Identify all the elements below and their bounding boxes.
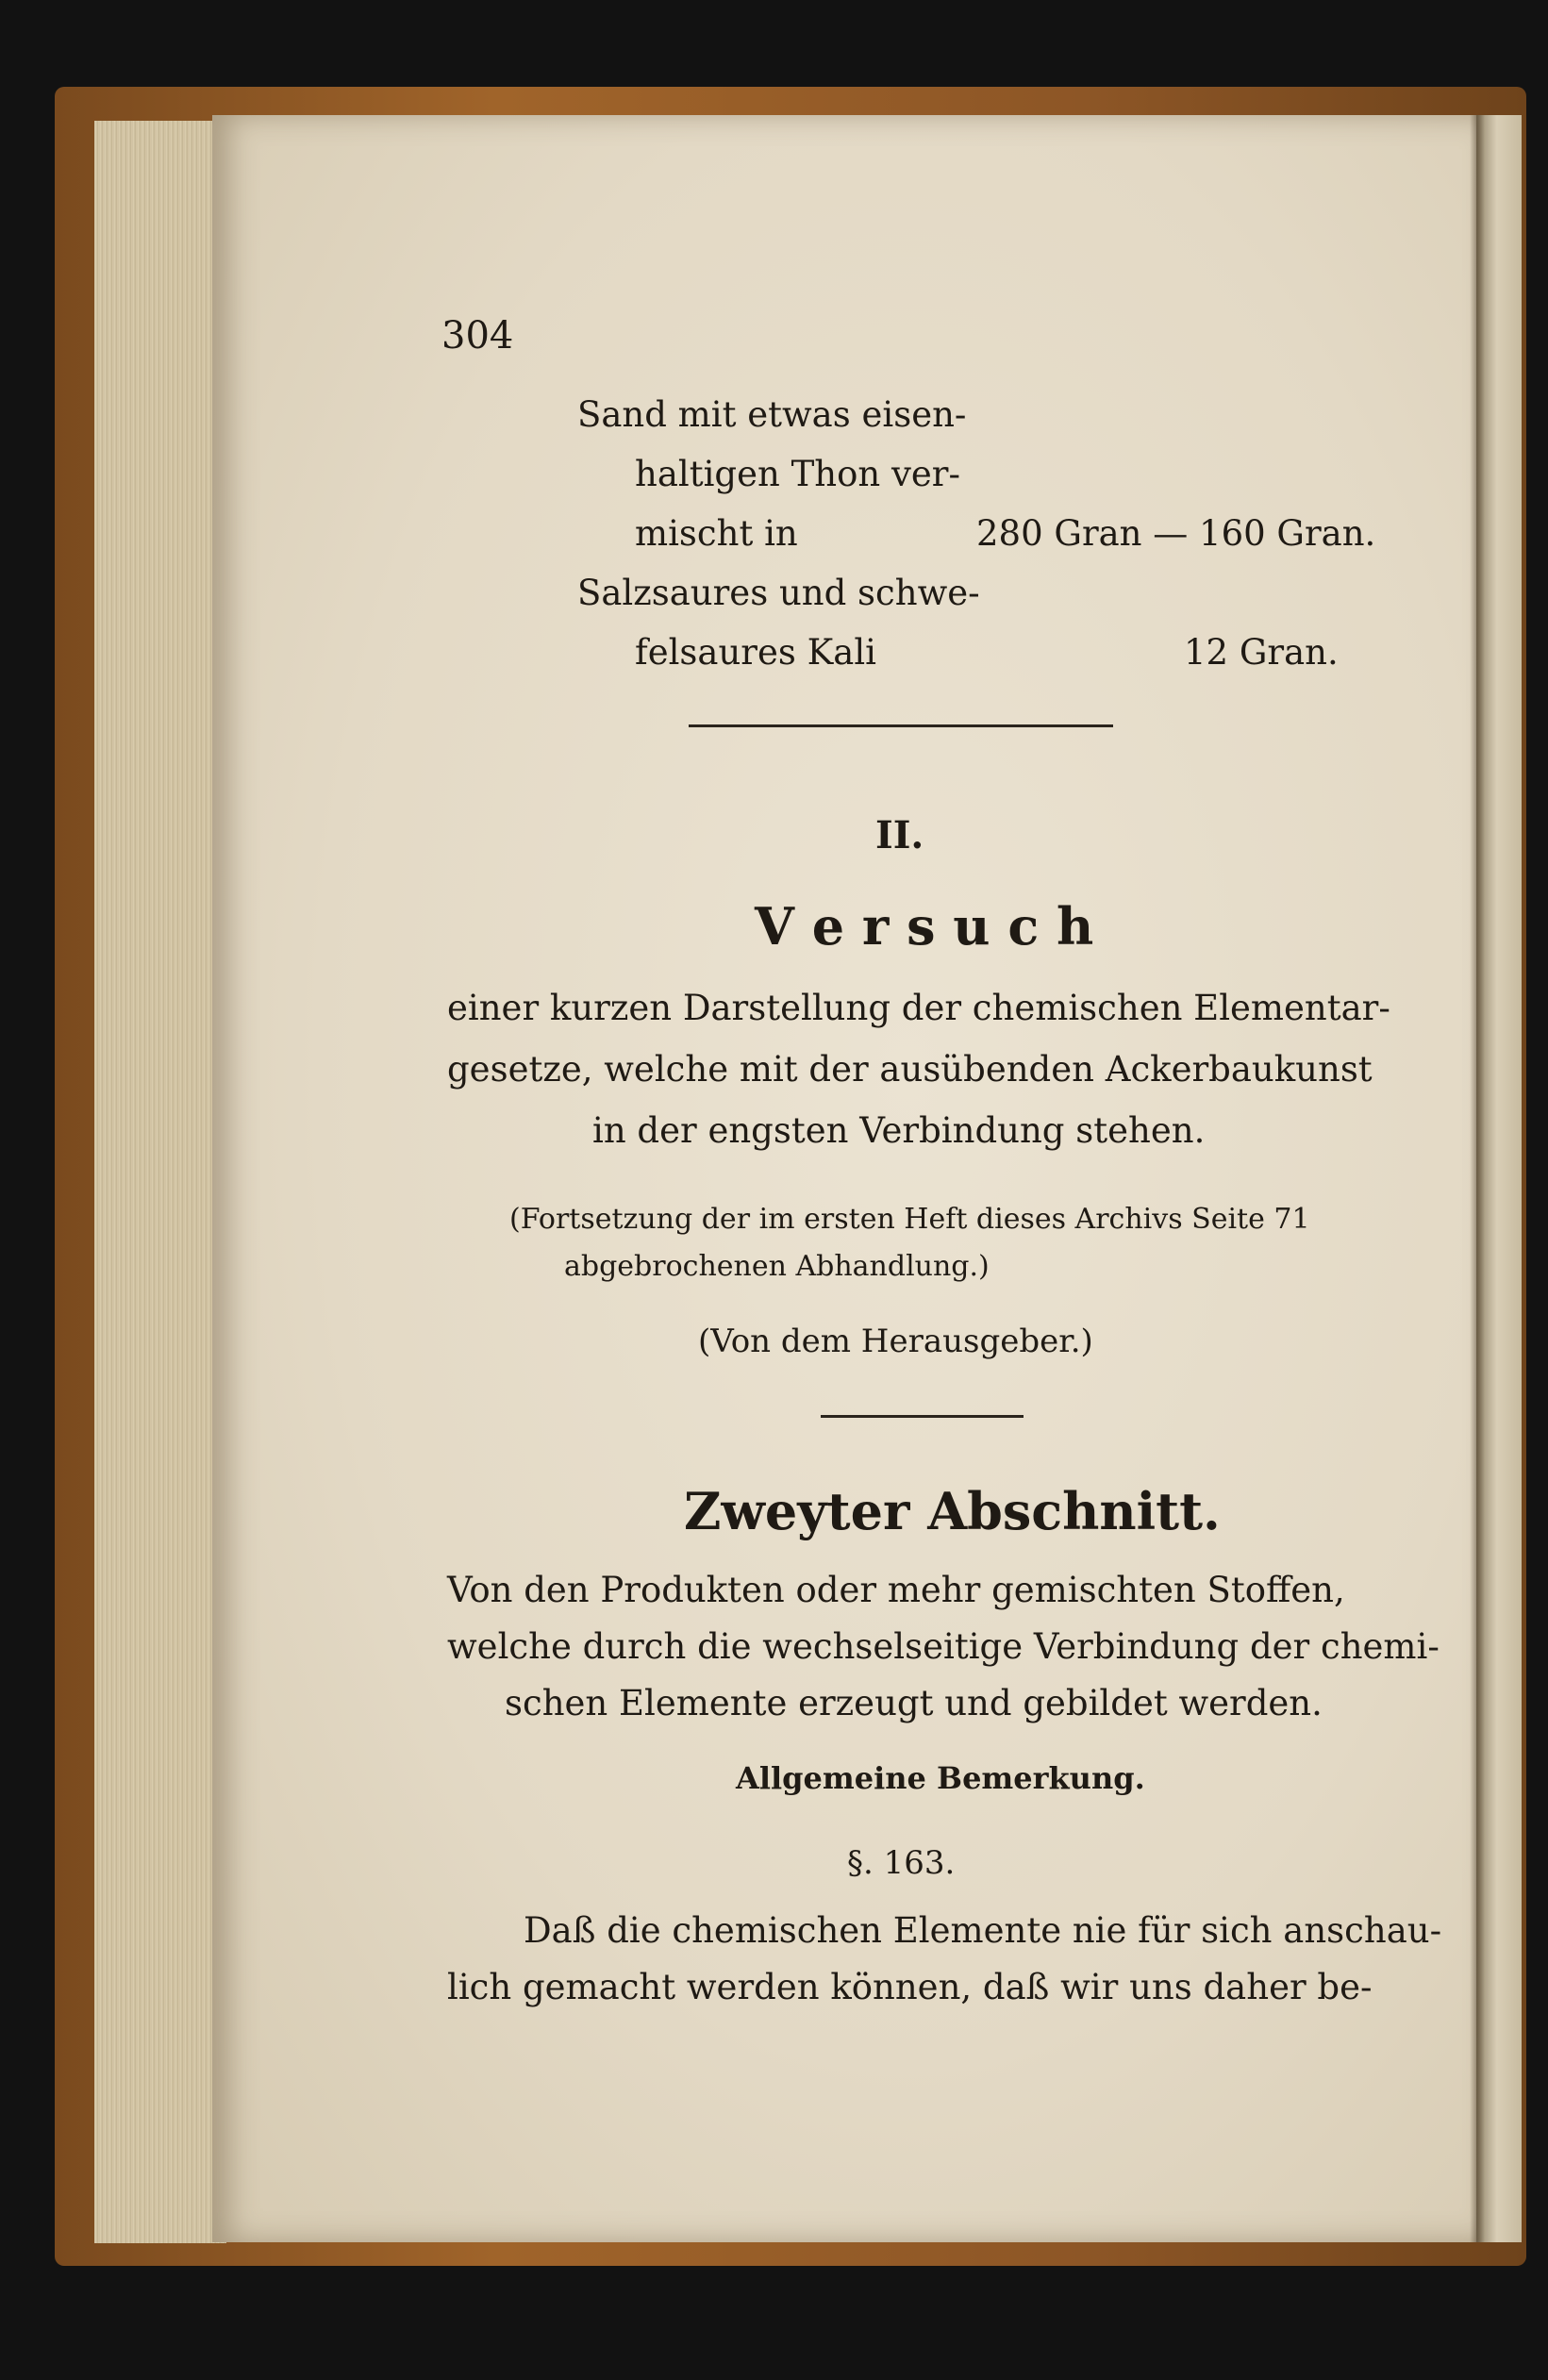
chapter-heading: Zweyter Abschnitt. [684,1481,1221,1541]
continuation-line: abgebrochenen Abhandlung.) [564,1250,990,1283]
table-row-text: mischt in [635,513,798,554]
page-edges [94,121,226,2243]
section-numeral: II. [875,813,924,857]
divider-rule [821,1415,1024,1418]
section-title: V e r s u c h [755,896,1094,957]
chapter-line: Von den Produkten oder mehr gemischten Stoffen, [447,1570,1345,1610]
body-line: Daß die chemischen Elemente nie für sich anschau- [524,1910,1442,1951]
section-subtitle-line: in der engsten Verbindung stehen. [592,1110,1206,1151]
gutter-shadow [1470,115,1485,2242]
body-line: lich gemacht werden können, daß wir uns daher be- [447,1967,1373,2007]
table-row-text: haltigen Thon ver- [635,454,960,494]
divider-rule [689,724,1113,727]
section-subtitle-line: einer kurzen Darstellung der chemischen Elementar- [447,988,1390,1028]
table-row-value: 280 Gran — 160 Gran. [976,513,1376,554]
table-row-text: felsaures Kali [635,632,877,673]
chapter-line: schen Elemente erzeugt und gebildet werden. [505,1683,1323,1723]
page-number: 304 [441,314,514,358]
remark-heading: Allgemeine Bemerkung. [736,1760,1145,1796]
table-row-value: 12 Gran. [1184,632,1339,673]
paragraph-number: §. 163. [847,1844,956,1882]
table-row-text: Sand mit etwas eisen- [577,394,967,435]
author-line: (Von dem Herausgeber.) [698,1323,1093,1360]
continuation-line: (Fortsetzung der im ersten Heft dieses Archivs Seite 71 [509,1203,1310,1236]
table-row-text: Salzsaures und schwe- [577,573,980,613]
chapter-line: welche durch die wechselseitige Verbindung der chemi- [447,1626,1440,1667]
section-subtitle-line: gesetze, welche mit der ausübenden Ackerbaukunst [447,1049,1373,1090]
